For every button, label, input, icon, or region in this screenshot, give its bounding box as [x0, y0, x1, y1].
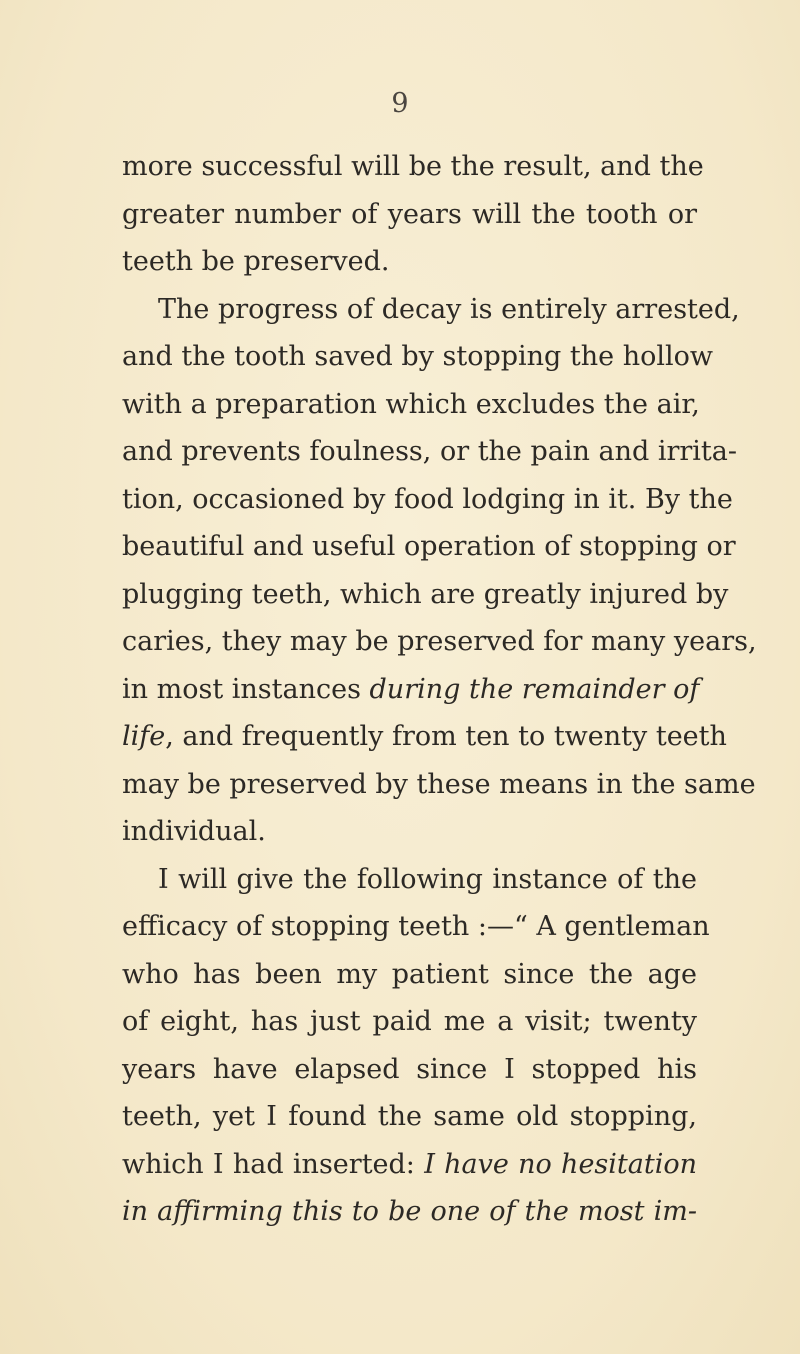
text-segment: greater number of years will the tooth or [122, 198, 697, 230]
text-segment: may be preserved by these means in the same [122, 768, 756, 800]
text-line [122, 1046, 697, 1094]
text-line [122, 333, 714, 381]
text-line [122, 191, 697, 239]
text-line [122, 381, 700, 429]
italic-text: I have no hesitation [424, 1148, 697, 1180]
text-line [122, 571, 729, 619]
text-segment: and the tooth saved by stopping the hollow [122, 341, 714, 372]
text-segment: efficacy of stopping teeth :—“ A gentleman [122, 911, 710, 942]
text-line [122, 761, 756, 809]
text-line [122, 713, 727, 761]
text-line [122, 998, 697, 1046]
italic-text: in affirming this to be one of the most im- [122, 1196, 697, 1227]
text-segment: plugging teeth, which are greatly injured by [122, 578, 729, 610]
text-line [122, 286, 740, 334]
text-segment: beautiful and useful operation of stopping or [122, 531, 736, 562]
text-line [122, 428, 737, 476]
text-line [122, 951, 697, 999]
text-segment: in most instances [122, 673, 370, 705]
text-segment: individual. [122, 816, 266, 847]
text-line [122, 618, 757, 666]
text-segment: who has been my patient since the age [122, 958, 697, 990]
text-segment: and prevents foulness, or the pain and irrita- [122, 436, 737, 467]
body-text [122, 143, 757, 1236]
text-segment: I will give the following instance of the [158, 863, 697, 895]
text-line [122, 476, 733, 524]
text-line [122, 1141, 697, 1189]
text-segment: with a preparation which excludes the air, [122, 388, 700, 420]
text-segment: caries, they may be preserved for many years, [122, 626, 757, 657]
text-segment: more successful will be the result, and the [122, 151, 704, 182]
text-segment: of eight, has just paid me a visit; twenty [122, 1006, 697, 1037]
text-line [122, 1093, 697, 1141]
text-segment: , and frequently from ten to twenty teeth [165, 721, 727, 752]
text-segment: tion, occasioned by food lodging in it. By the [122, 483, 733, 515]
text-segment: years have elapsed since I stopped his [122, 1053, 697, 1085]
text-line [122, 238, 697, 286]
text-segment: teeth, yet I found the same old stopping, [122, 1101, 697, 1132]
text-line [122, 666, 700, 714]
text-line [122, 808, 697, 856]
italic-text: during the remainder of [369, 673, 700, 705]
text-line [122, 143, 704, 191]
text-line [122, 1188, 697, 1236]
text-segment: teeth be preserved. [122, 246, 390, 277]
text-segment: which I had inserted: [122, 1148, 425, 1180]
page-number: 9 [391, 88, 409, 119]
text-line [122, 903, 710, 951]
text-line [122, 856, 697, 904]
italic-text: life [122, 721, 166, 752]
text-segment: The progress of decay is entirely arrested, [158, 293, 740, 325]
text-line [122, 523, 736, 571]
